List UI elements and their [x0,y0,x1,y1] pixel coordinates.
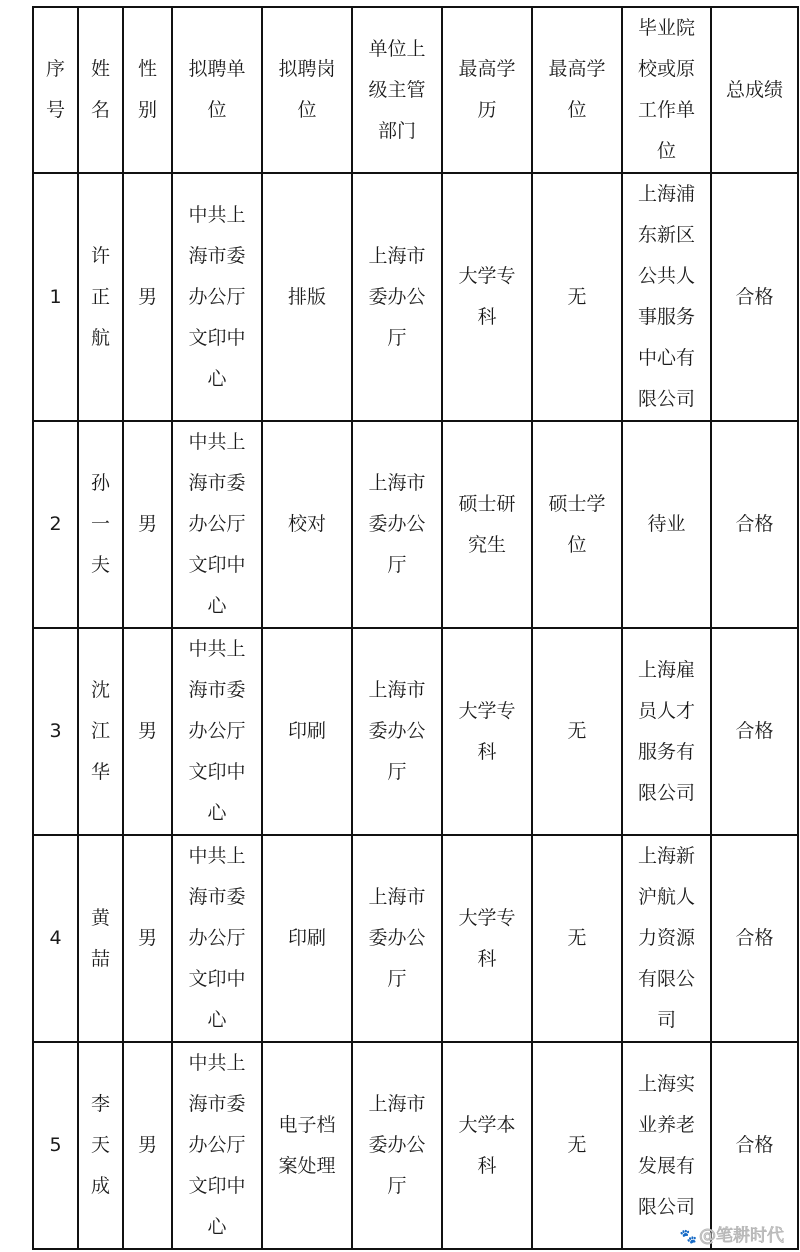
cell-degree: 无 [532,628,622,835]
cell-no: 1 [33,173,78,421]
cell-unit: 中共上海市委办公厅文印中心 [172,1042,262,1249]
cell-gender: 男 [123,1042,172,1249]
cell-education: 大学本科 [442,1042,532,1249]
paw-icon: 🐾 [679,1229,697,1245]
cell-position: 排版 [262,173,352,421]
header-school: 毕业院校或原工作单位 [622,7,711,173]
table-row [33,173,798,421]
cell-score: 合格 [711,835,798,1042]
table-row [33,835,798,1042]
cell-name: 沈江华 [78,628,123,835]
cell-gender: 男 [123,628,172,835]
cell-no: 3 [33,628,78,835]
cell-gender: 男 [123,173,172,421]
table-row [33,1042,798,1249]
header-row [33,7,798,173]
header-no: 序号 [33,7,78,173]
cell-score: 合格 [711,628,798,835]
cell-unit: 中共上海市委办公厅文印中心 [172,628,262,835]
cell-dept: 上海市委办公厅 [352,628,442,835]
cell-unit: 中共上海市委办公厅文印中心 [172,835,262,1042]
header-name: 姓名 [78,7,123,173]
cell-name: 许正航 [78,173,123,421]
cell-education: 大学专科 [442,835,532,1042]
cell-degree: 无 [532,1042,622,1249]
cell-gender: 男 [123,835,172,1042]
header-dept: 单位上级主管部门 [352,7,442,173]
cell-score: 合格 [711,1042,798,1249]
cell-school: 上海新沪航人力资源有限公司 [622,835,711,1042]
cell-position: 印刷 [262,628,352,835]
cell-education: 硕士研究生 [442,421,532,628]
cell-position: 印刷 [262,835,352,1042]
watermark-text: @笔耕时代 [699,1226,784,1246]
cell-dept: 上海市委办公厅 [352,1042,442,1249]
cell-gender: 男 [123,421,172,628]
personnel-table [32,6,799,1250]
cell-score: 合格 [711,173,798,421]
cell-education: 大学专科 [442,173,532,421]
cell-dept: 上海市委办公厅 [352,173,442,421]
cell-school: 上海浦东新区公共人事服务中心有限公司 [622,173,711,421]
cell-degree: 无 [532,173,622,421]
cell-school: 上海雇员人才服务有限公司 [622,628,711,835]
table-row [33,628,798,835]
cell-position: 校对 [262,421,352,628]
cell-name: 黄喆 [78,835,123,1042]
cell-unit: 中共上海市委办公厅文印中心 [172,173,262,421]
cell-name: 孙一夫 [78,421,123,628]
header-unit: 拟聘单位 [172,7,262,173]
cell-name: 李天成 [78,1042,123,1249]
cell-unit: 中共上海市委办公厅文印中心 [172,421,262,628]
header-score: 总成绩 [711,7,798,173]
header-position: 拟聘岗位 [262,7,352,173]
cell-degree: 无 [532,835,622,1042]
cell-education: 大学专科 [442,628,532,835]
cell-dept: 上海市委办公厅 [352,421,442,628]
cell-score: 合格 [711,421,798,628]
cell-no: 2 [33,421,78,628]
watermark [680,1221,784,1246]
header-education: 最高学历 [442,7,532,173]
cell-position: 电子档案处理 [262,1042,352,1249]
header-degree: 最高学位 [532,7,622,173]
cell-no: 5 [33,1042,78,1249]
header-gender: 性别 [123,7,172,173]
cell-school: 上海实业养老发展有限公司 [622,1042,711,1249]
table-row [33,421,798,628]
cell-degree: 硕士学位 [532,421,622,628]
cell-no: 4 [33,835,78,1042]
cell-dept: 上海市委办公厅 [352,835,442,1042]
cell-school: 待业 [622,421,711,628]
